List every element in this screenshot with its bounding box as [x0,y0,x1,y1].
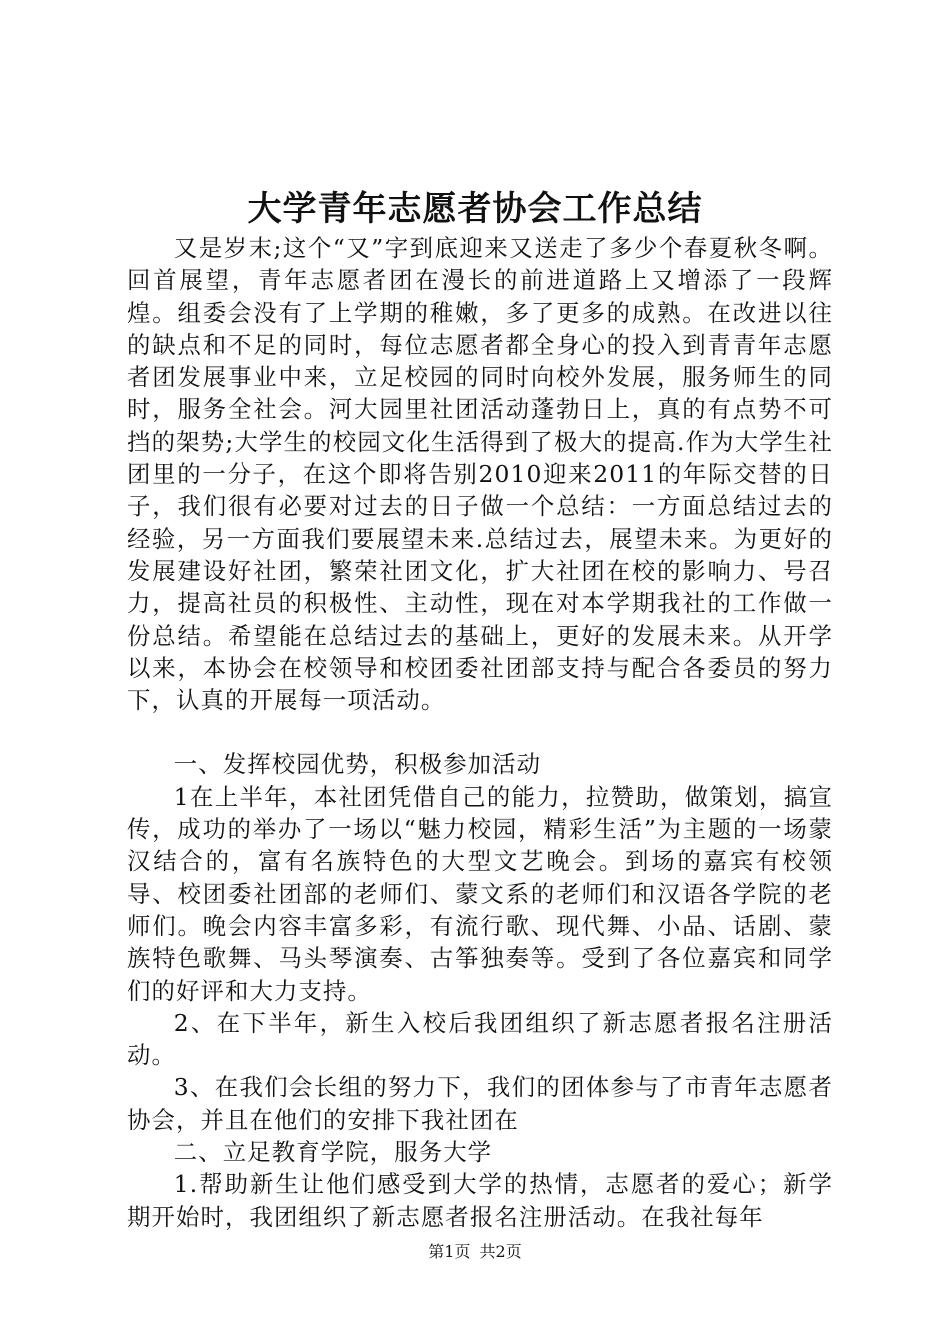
section-1-item-2: 2、在下半年，新生入校后我团组织了新志愿者报名注册活动。 [127,1008,833,1070]
intro-paragraph: 又是岁末;这个“又”字到底迎来又送走了多少个春夏秋冬啊。回首展望，青年志愿者团在漫长的前进道路上又增添了一段辉煌。组委会没有了上学期的稚嫩，多了更多的成熟。在改进以往的缺点和不足的同时，每位志愿者都全身心的投入到青青年志愿者团发展事业中来，立足校园的同时向校外发展，服务师生的同时，服务全社会。河大园里社团活动蓬勃日上，真的有点势不可挡的架势;大学生的校园文化生活得到了极大的提高.作为大学生社团里的一分子，在这个即将告别2010迎来2011的年际交替的日子，我们很有必要对过去的日子做一个总结：一方面总结过去的经验，另一方面我们要展望未来.总结过去，展望未来。为更好的发展建设好社团，繁荣社团文化，扩大社团在校的影响力、号召力，提高社员的积极性、主动性，现在对本学期我社的工作做一份总结。希望能在总结过去的基础上，更好的发展未来。从开学以来，本协会在校领导和校团委社团部支持与配合各委员的努力下，认真的开展每一项活动。 [127,234,833,715]
section-2-heading: 二、立足教育学院，服务大学 [173,1138,493,1167]
section-1-item-1: 1在上半年，本社团凭借自己的能力，拉赞助，做策划，搞宣传，成功的举办了一场以“魅力校园，精彩生活”为主题的一场蒙汉结合的，富有名族特色的大型文艺晚会。到场的嘉宾有校领导、校团委社团部的老师们、蒙文系的老师们和汉语各学院的老师们。晚会内容丰富多彩，有流行歌、现代舞、小品、话剧、蒙族特色歌舞、马头琴演奏、古筝独奏等。受到了各位嘉宾和同学们的好评和大力支持。 [127,782,833,1005]
section-2-item-1: 1.帮助新生让他们感受到大学的热情，志愿者的爱心；新学期开始时，我团组织了新志愿者报名注册活动。在我社每年 [127,1170,833,1231]
section-1-heading: 一、发挥校园优势，积极参加活动 [173,750,542,779]
page-total: 共2页 [479,1242,522,1261]
page-footer [0,1241,950,1263]
document-body [127,232,833,1233]
paragraph-spacer [127,716,833,748]
document-title: 大学青年志愿者协会工作总结 [247,189,703,229]
page-number: 第1页 [428,1242,471,1261]
section-1-item-3: 3、在我们会长组的努力下，我们的团体参与了市青年志愿者协会，并且在他们的安排下我社团在 [127,1073,833,1134]
